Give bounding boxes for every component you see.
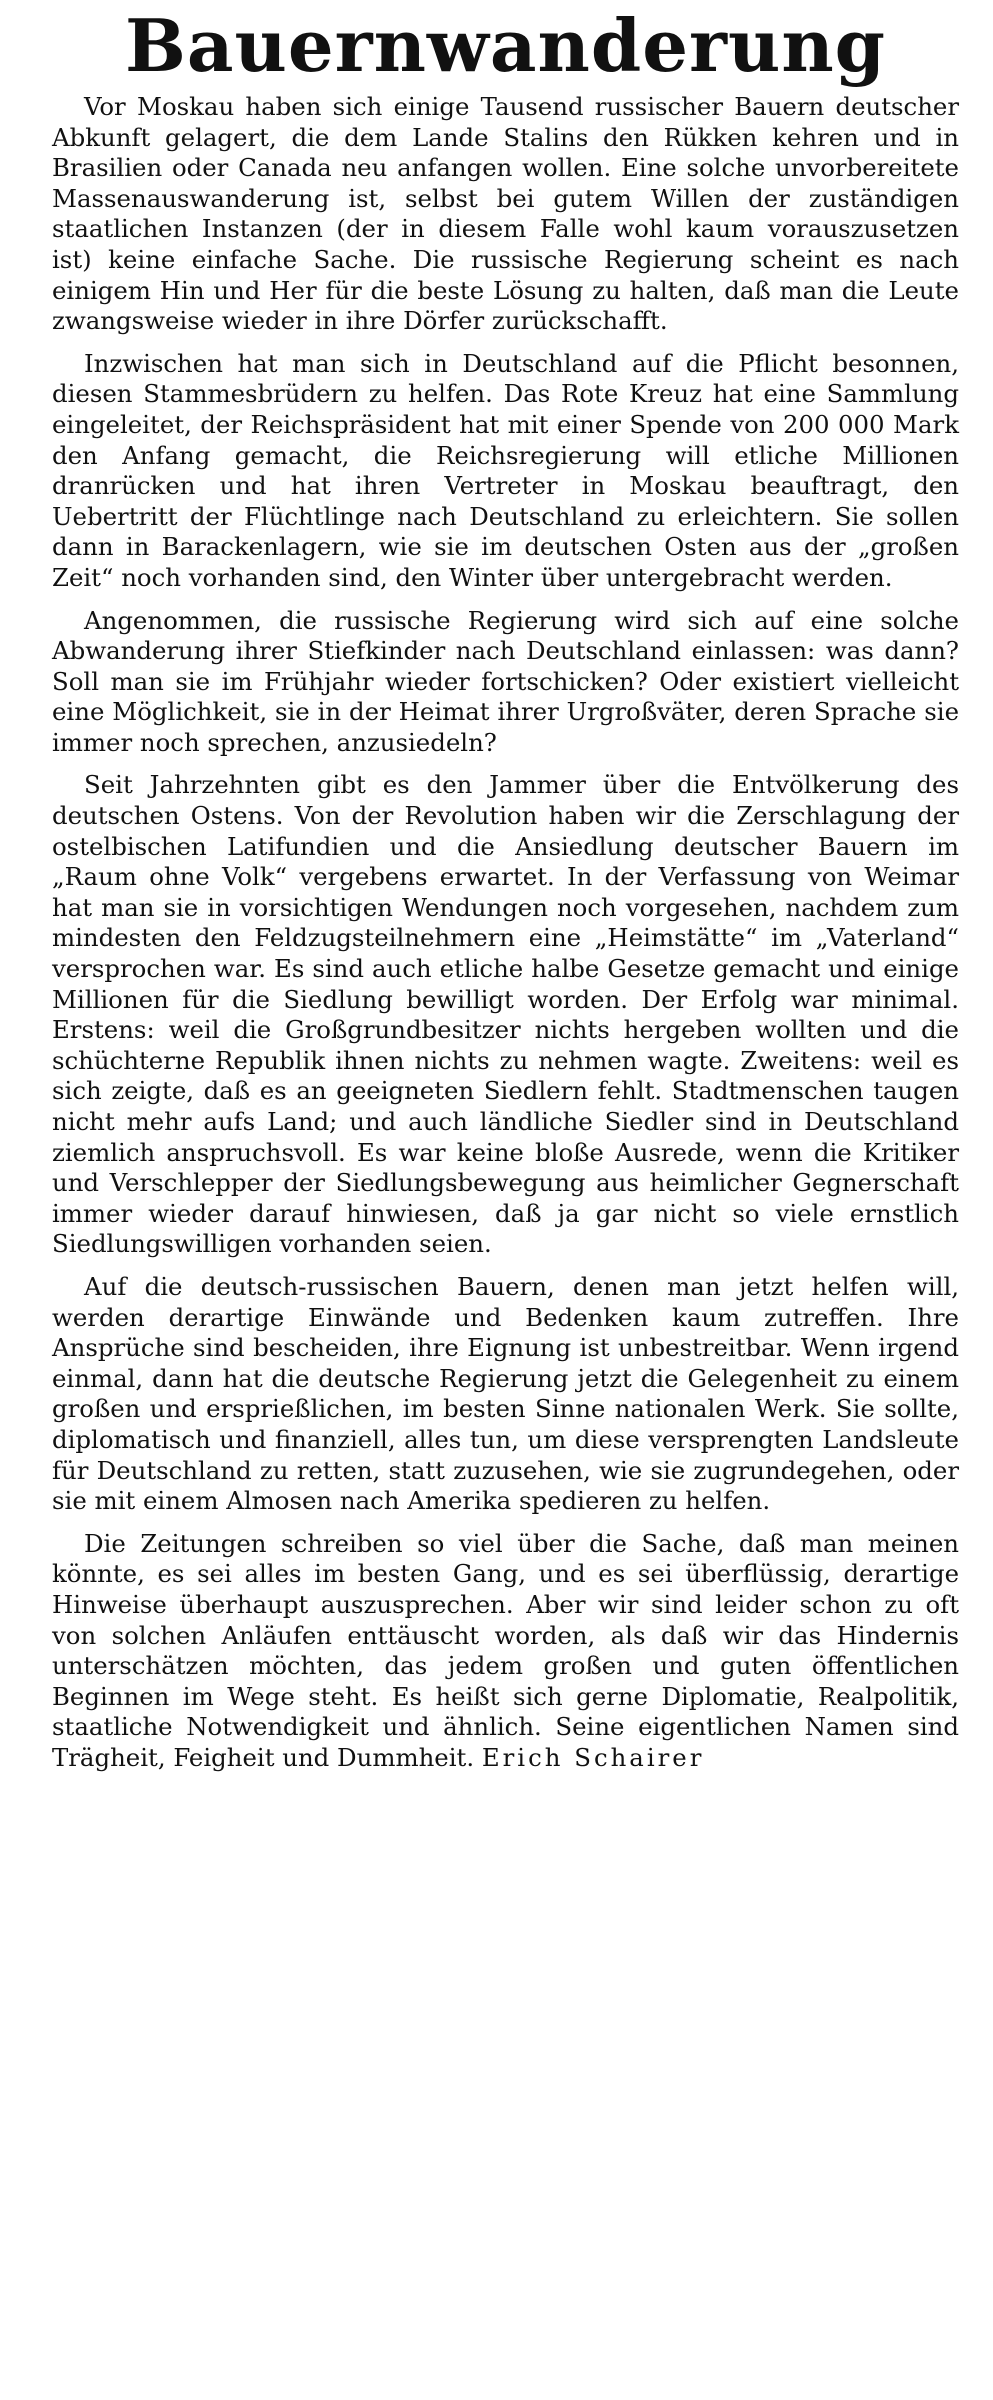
paragraph-4: Seit Jahrzehnten gibt es den Jammer über die Entvölkerung des deutschen Ostens. Von der Revolution haben wir die Zerschlagung der ostelbischen Latifundien und die Ansiedlung deutscher Bauern im „Raum ohne Volk“ vergebens erwartet. In der Verfassung von Weimar hat man sie in vorsichtigen Wendungen noch vorgesehen, nachdem zum mindesten den Feldzugsteilnehmern eine „Heimstätte“ im „Vaterland“ versprochen war. Es sind auch etliche halbe Gesetze gemacht und einige Millionen für die Siedlung bewilligt worden. Der Erfolg war minimal. Erstens: weil die Großgrundbesitzer nichts hergeben wollten und die schüchterne Republik ihnen nichts zu nehmen wagte. Zweitens: weil es sich zeigte, daß es an geeigneten Siedlern fehlt. Stadtmenschen taugen nicht mehr aufs Land; und auch ländliche Siedler sind in Deutschland ziemlich anspruchsvoll. Es war keine bloße Ausrede, wenn die Kritiker und Verschlepper der Siedlungsbewegung aus heimlicher Gegnerschaft immer wieder darauf hinwiesen, daß ja gar nicht so viele ernstlich Siedlungswilligen vorhanden seien. bbox=[52, 770, 959, 1259]
paragraph-5: Auf die deutsch-russischen Bauern, denen man jetzt helfen will, werden derartige Einwände und Bedenken kaum zutreffen. Ihre Ansprüche sind bescheiden, ihre Eignung ist unbestreitbar. Wenn irgend einmal, dann hat die deutsche Regierung jetzt die Gelegenheit zu einem großen und ersprießlichen, im besten Sinne nationalen Werk. Sie sollte, diplomatisch und finanziell, alles tun, um diese versprengten Landsleute für Deutschland zu retten, statt zuzusehen, wie sie zugrundegehen, oder sie mit einem Almosen nach Amerika spedieren zu helfen. bbox=[52, 1271, 959, 1516]
paragraph-2: Inzwischen hat man sich in Deutschland auf die Pflicht besonnen, diesen Stammesbrüdern zu helfen. Das Rote Kreuz hat eine Sammlung eingeleitet, der Reichspräsident hat mit einer Spende von 200 000 Mark den Anfang gemacht, die Reichsregierung will etliche Millionen dranrücken und hat ihren Vertreter in Moskau beauftragt, den Uebertritt der Flüchtlinge nach Deutschland zu erleichtern. Sie sollen dann in Barackenlagern, wie sie im deutschen Osten aus der „großen Zeit“ noch vorhanden sind, den Winter über untergebracht werden. bbox=[52, 348, 959, 592]
author-signature: Erich Schairer bbox=[481, 1742, 705, 1772]
paragraph-6-text: Die Zeitungen schreiben so viel über die Sache, daß man meinen könnte, es sei alles im besten Gang, und es sei überflüssig, derartige Hinweise überhaupt auszusprechen. Aber wir sind leider schon zu oft von solchen Anläufen enttäuscht worden, als daß wir das Hindernis unterschätzen möchten, das jedem großen und guten öffentlichen Beginnen im Wege steht. Es heißt sich gerne Diplomatie, Realpolitik, staatliche Notwendigkeit und ähnlich. Seine eigentlichen Namen sind Trägheit, Feigheit und Dummheit. bbox=[52, 1528, 959, 1772]
article-title: Bauernwanderung bbox=[124, 3, 887, 88]
paragraph-6 bbox=[52, 1529, 959, 1774]
paragraph-3: Angenommen, die russische Regierung wird sich auf eine solche Abwanderung ihrer Stiefkinder nach Deutschland einlassen: was dann? Soll man sie im Frühjahr wieder fortschicken? Oder existiert vielleicht eine Möglichkeit, sie in der Heimat ihrer Urgroßväter, deren Sprache sie immer noch sprechen, anzusiedeln? bbox=[52, 605, 959, 757]
paragraph-1: Vor Moskau haben sich einige Tausend russischer Bauern deutscher Abkunft gelagert, die dem Lande Stalins den Rükken kehren und in Brasilien oder Canada neu anfangen wollen. Eine solche unvorbereitete Massenauswanderung ist, selbst bei gutem Willen der zuständigen staatlichen Instanzen (der in diesem Falle wohl kaum vorauszusetzen ist) keine einfache Sache. Die russische Regierung scheint es nach einigem Hin und Her für die beste Lösung zu halten, daß man die Leute zwangsweise wieder in ihre Dörfer zurückschafft. bbox=[52, 92, 959, 336]
